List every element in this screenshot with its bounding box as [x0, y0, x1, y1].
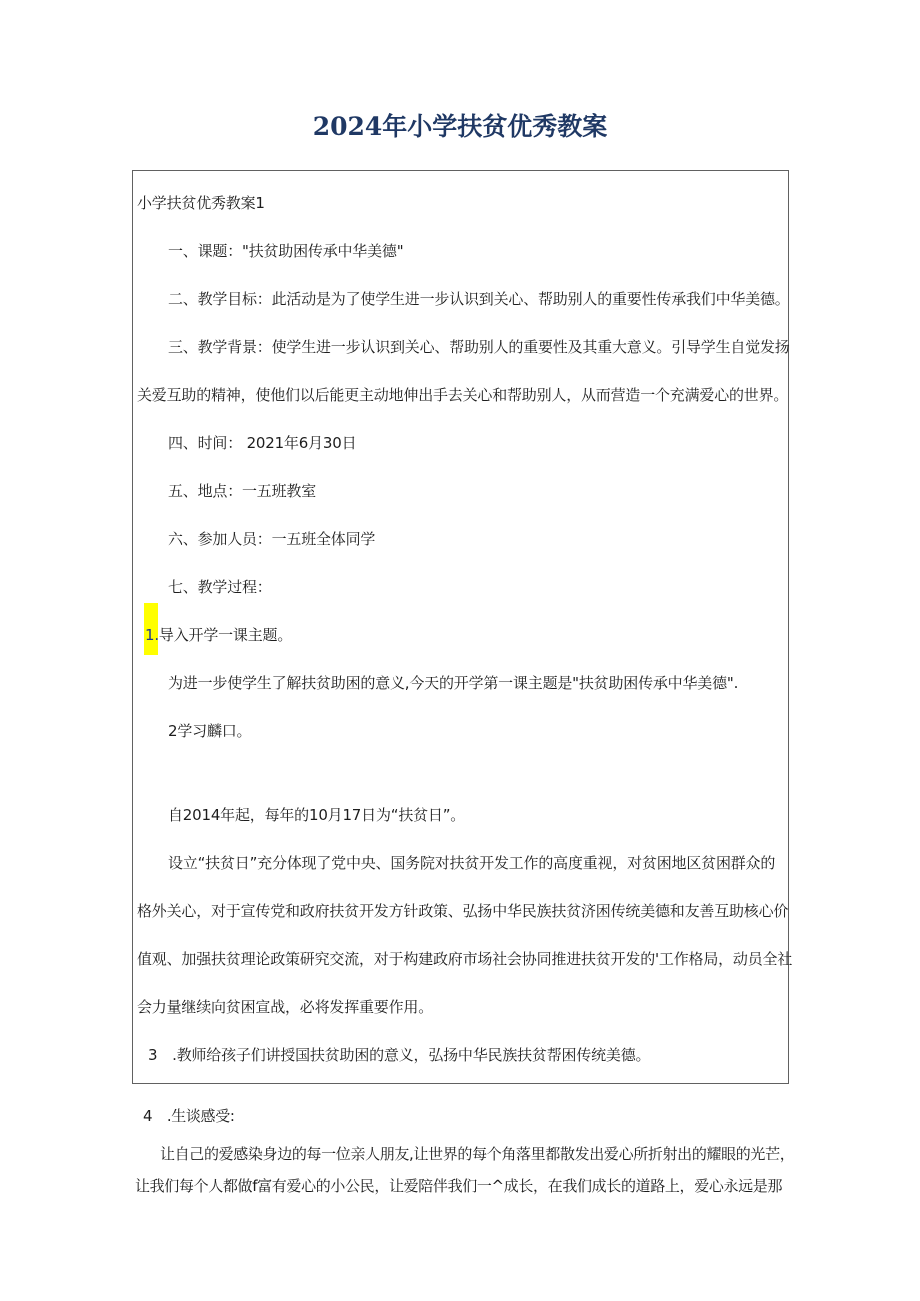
highlighted-list-number: 1. — [145, 626, 159, 644]
document-line: 3 .教师给孩子们讲授国扶贫助困的意义，弘扬中华民族扶贫帮困传统美德。 — [148, 1046, 651, 1064]
document-footer-section — [135, 1100, 803, 1202]
document-title: 2024年小学扶贫优秀教案 — [312, 112, 608, 141]
document-line: 自2014年起，每年的10月17日为“扶贫日”。 — [168, 806, 466, 824]
document-line: 一、课题："扶贫助困传承中华美德" — [168, 242, 404, 260]
document-line: 为进一步使学生了解扶贫助困的意义,今天的开学第一课主题是"扶贫助困传承中华美德". — [168, 674, 739, 692]
document-line: 七、教学过程： — [168, 578, 272, 596]
blank-line-spacer — [137, 755, 786, 791]
document-line: 格外关心，对于宣传党和政府扶贫开发方针政策、弘扬中华民族扶贫济困传统美德和友善互助核心价 — [137, 902, 789, 920]
document-line: 让我们每个人都做f富有爱心的小公民，让爱陪伴我们一^成长，在我们成长的道路上，爱心永远是那 — [135, 1177, 783, 1195]
document-line: 二、教学目标：此活动是为了使学生进一步认识到关心、帮助别人的重要性传承我们中华美德。 — [168, 290, 790, 308]
document-line: 4 .生谈感受: — [143, 1107, 235, 1125]
document-line-text: 导入开学一课主题。 — [158, 626, 293, 644]
document-line: 六、参加人员：一五班全体同学 — [168, 530, 376, 548]
document-line: 关爱互助的精神，使他们以后能更主动地伸出手去关心和帮助别人，从而营造一个充满爱心的世界。 — [137, 386, 789, 404]
document-line: 2学习麟口。 — [168, 722, 252, 740]
document-line: 四、时间： 2021年6月30日 — [168, 434, 357, 452]
document-line: 三、教学背景：使学生进一步认识到关心、帮助别人的重要性及其重大意义。引导学生自觉发扬 — [168, 338, 790, 356]
document-line: 设立“扶贫日”充分体现了党中央、国务院对扶贫开发工作的高度重视，对贫困地区贫困群众的 — [168, 854, 776, 872]
document-line: 五、地点：一五班教室 — [168, 482, 317, 500]
document-line: 让自己的爱感染身边的每一位亲人朋友,让世界的每个角落里都散发出爱心所折射出的耀眼的光芒， — [160, 1145, 795, 1163]
document-line: 值观、加强扶贫理论政策研究交流，对于构建政府市场社会协同推进扶贫开发的'工作格局，动员全社 — [137, 950, 793, 968]
document-line: 小学扶贫优秀教案1 — [137, 194, 265, 212]
document-bordered-box — [132, 170, 793, 1084]
document-line: 会力量继续向贫困宣战，必将发挥重要作用。 — [137, 998, 434, 1016]
document-line-highlighted — [137, 611, 786, 659]
